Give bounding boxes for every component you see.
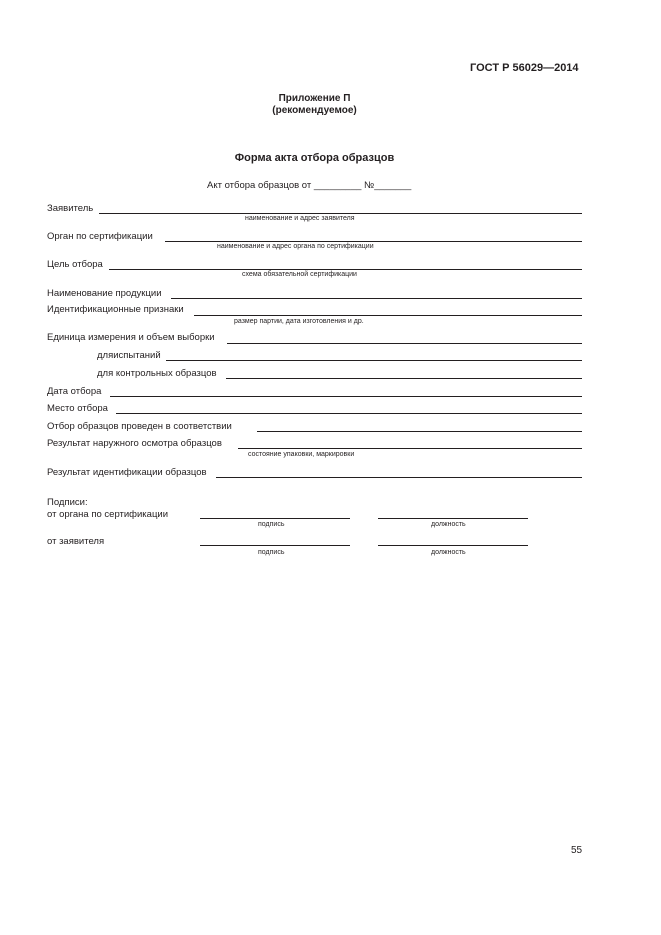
cert-body-field-line[interactable] — [165, 241, 582, 242]
signatures-title: Подписи: — [47, 497, 88, 508]
appendix-subtitle: (рекомендуемое) — [272, 105, 357, 116]
applicant-field-line[interactable] — [99, 213, 582, 214]
cert-body-label: Орган по сертификации — [47, 231, 153, 242]
for-tests-label: дляиспытаний — [97, 350, 161, 361]
for-control-label: для контрольных образцов — [97, 368, 217, 379]
applicant-label: Заявитель — [47, 203, 94, 214]
visual-result-field-line[interactable] — [238, 448, 582, 449]
sampling-place-label: Место отбора — [47, 403, 108, 414]
applicant-position-line[interactable] — [378, 545, 528, 546]
signature-cert-body-label: от органа по сертификации — [47, 509, 168, 520]
applicant-position-hint: должность — [431, 549, 466, 556]
signature-applicant-label: от заявителя — [47, 536, 105, 547]
identification-result-label: Результат идентификации образцов — [47, 467, 207, 478]
identification-hint: размер партии, дата изготовления и др. — [234, 318, 364, 325]
sampling-place-field-line[interactable] — [116, 413, 582, 414]
sampling-conducted-label: Отбор образцов проведен в соответствии — [47, 421, 232, 432]
product-name-field-line[interactable] — [171, 298, 582, 299]
purpose-label: Цель отбора — [47, 259, 103, 270]
product-name-label: Наименование продукции — [47, 288, 162, 299]
standard-number: ГОСТ Р 56029—2014 — [470, 62, 579, 74]
applicant-signature-hint: подпись — [258, 549, 285, 556]
applicant-hint: наименование и адрес заявителя — [245, 215, 355, 222]
sampling-date-field-line[interactable] — [110, 396, 582, 397]
cert-body-signature-hint: подпись — [258, 521, 285, 528]
applicant-signature-line[interactable] — [200, 545, 350, 546]
identification-label: Идентификационные признаки — [47, 304, 184, 315]
for-control-field-line[interactable] — [226, 378, 582, 379]
cert-body-hint: наименование и адрес органа по сертификации — [217, 243, 374, 250]
unit-volume-label: Единица измерения и объем выборки — [47, 332, 215, 343]
purpose-field-line[interactable] — [109, 269, 582, 270]
cert-body-position-line[interactable] — [378, 518, 528, 519]
page-number: 55 — [571, 845, 583, 856]
act-line: Акт отбора образцов от _________ №_______ — [207, 180, 412, 191]
visual-result-hint: состояние упаковки, маркировки — [248, 451, 355, 458]
sampling-date-label: Дата отбора — [47, 386, 102, 397]
appendix-title: Приложение П — [278, 93, 351, 104]
purpose-hint: схема обязательной сертификации — [242, 271, 357, 278]
unit-volume-field-line[interactable] — [227, 343, 582, 344]
visual-result-label: Результат наружного осмотра образцов — [47, 438, 222, 449]
sampling-conducted-field-line[interactable] — [257, 431, 582, 432]
form-title: Форма акта отбора образцов — [234, 152, 395, 164]
for-tests-field-line[interactable] — [166, 360, 582, 361]
identification-result-field-line[interactable] — [216, 477, 582, 478]
cert-body-position-hint: должность — [431, 521, 466, 528]
identification-field-line[interactable] — [194, 315, 582, 316]
cert-body-signature-line[interactable] — [200, 518, 350, 519]
